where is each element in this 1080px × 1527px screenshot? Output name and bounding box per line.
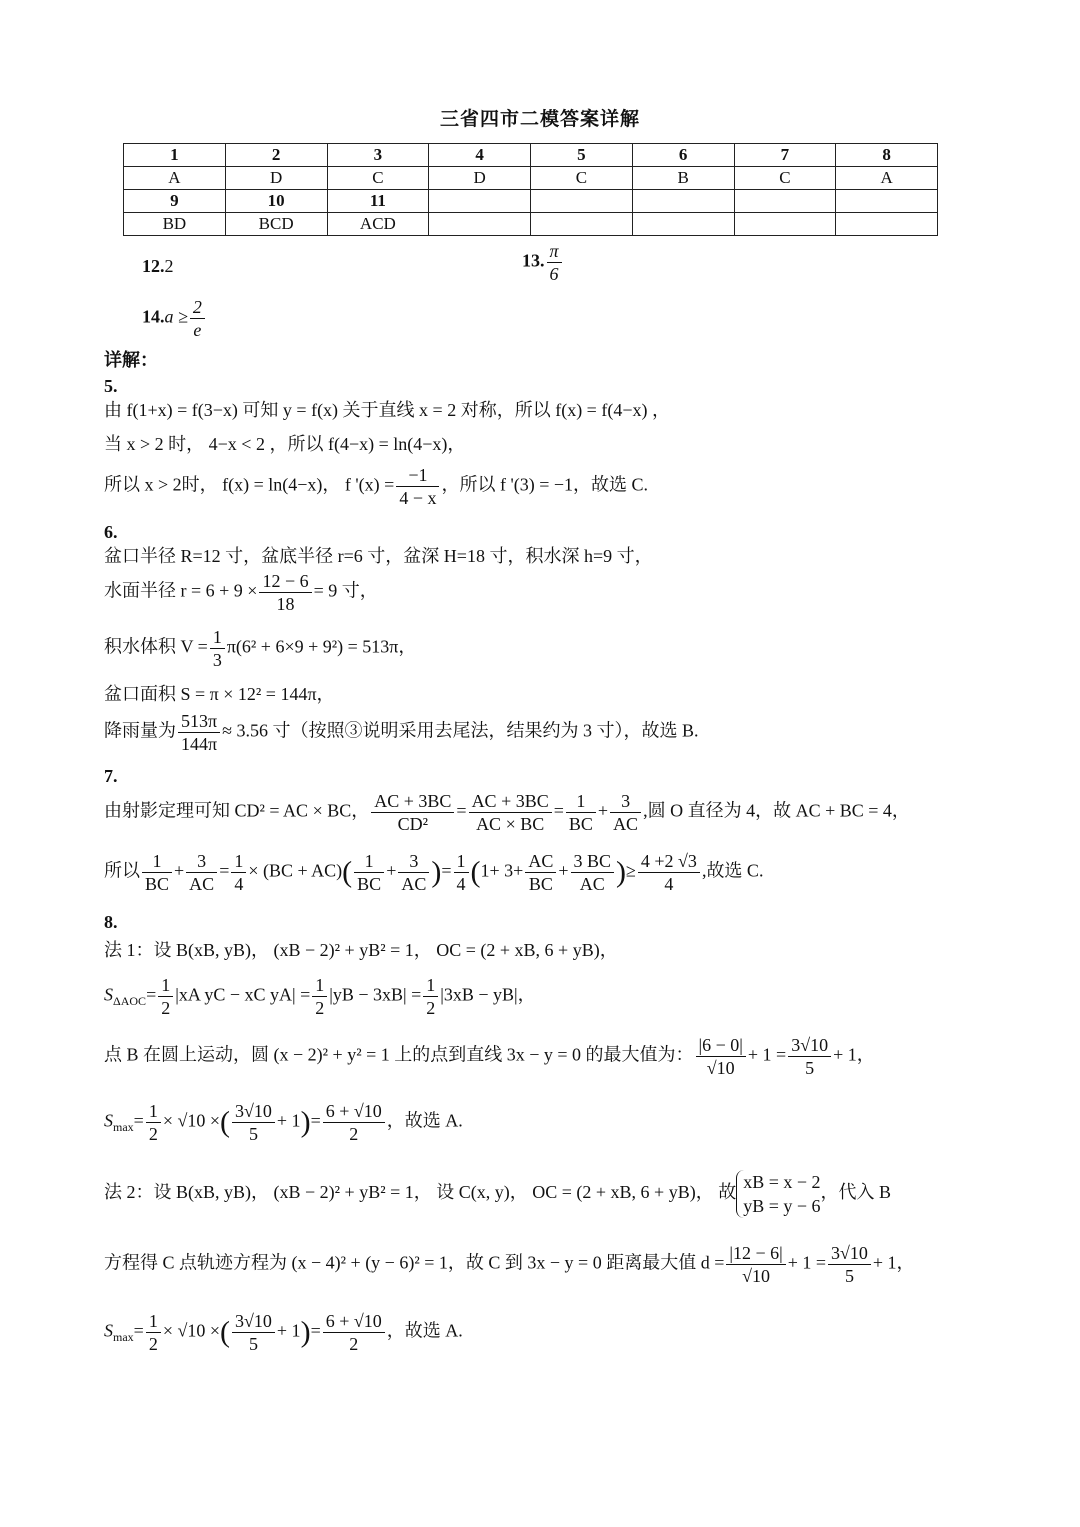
fraction: $\frac{3}{AC}$ [186, 850, 217, 895]
question-number: 6. [104, 522, 118, 542]
solution-line: 由 f(1+x) = f(3−x) 可知 y = f(x) 关于直线 x = 2 对称，所以 f(x) = f(4−x) ， [104, 400, 670, 420]
table-cell: D [225, 167, 327, 190]
fraction: $\frac{\pi}{6}$ [547, 240, 562, 285]
table-cell: 8 [836, 144, 938, 167]
table-cell [429, 213, 531, 236]
fraction: $\frac{6 + √10}{2}$ [323, 1310, 385, 1355]
solution-line: 积水体积 V = $\frac{1}{3}$ π(6² + 6×9 + 9²) = 513π， [104, 627, 417, 670]
fraction: $\frac{4 +2 √3}{4}$ [638, 850, 700, 895]
table-cell: 1 [124, 144, 226, 167]
fraction: $\frac{3√10}{5}$ [232, 1310, 275, 1355]
answer-value: 2 [164, 256, 174, 276]
fraction: $\frac{3}{AC}$ [610, 790, 641, 835]
table-cell: C [327, 167, 429, 190]
solution-line: 方程得 C 点轨迹方程为 (x − 4)² + (y − 6)² = 1，故 C 到 3x − y = 0 距离最大值 d = $\frac{|12 - 6|}{√10}$ + 1 = $\frac{3√10}{5}$ + 1， [104, 1243, 915, 1286]
table-cell [836, 213, 938, 236]
answer-14 [142, 296, 207, 341]
fraction: $\frac{1}{4}$ [231, 850, 246, 895]
table-cell: BD [124, 213, 226, 236]
table-cell: D [429, 167, 531, 190]
answer-13 [522, 240, 564, 285]
solution-line: 降雨量为 $\frac{513\pi}{144\pi}$ ≈ 3.56 寸（按照③说明采用去尾法，结果约为 3 寸），故选 B. [104, 711, 699, 754]
table-cell: C [734, 167, 836, 190]
answer-label: 13. [522, 250, 545, 271]
question-number: 8. [104, 912, 118, 932]
solution-line: $S_{max}=$ $\frac{1}{2}$ × √10 ×( $\frac{3√10}{5}$ + 1)= $\frac{6 + √10}{2}$ ，故选 A. [104, 1311, 463, 1354]
fraction: $\frac{1}{3}$ [210, 626, 225, 671]
fraction: $\frac{1}{2}$ [146, 1100, 161, 1145]
answer-label: 14. [142, 306, 165, 327]
table-cell: 4 [429, 144, 531, 167]
solution-line: 当 x > 2 时， 4−x < 2 ，所以 f(4−x) = ln(4−x)， [104, 434, 466, 454]
page-title: 三省四市二模答案详解 [439, 109, 640, 130]
fraction: $\frac{3√10}{5}$ [828, 1242, 871, 1287]
fraction: $\frac{3√10}{5}$ [232, 1100, 275, 1145]
fraction: $\frac{|12 - 6|}{√10}$ [726, 1242, 785, 1287]
table-cell: 11 [327, 190, 429, 213]
fraction: $\frac{6 + √10}{2}$ [323, 1100, 385, 1145]
solution-line: 点 B 在圆上运动，圆 (x − 2)² + y² = 1 上的点到直线 3x − y = 0 的最大值为： $\frac{|6 - 0|}{√10}$ + 1 = $\frac{3√10}{5}$ + 1， [104, 1035, 875, 1078]
fraction: $\frac{513\pi}{144\pi}$ [178, 710, 220, 755]
table-cell: A [124, 167, 226, 190]
table-cell [734, 190, 836, 213]
table-cell: A [836, 167, 938, 190]
fraction: $\frac{1}{2}$ [423, 974, 438, 1019]
table-cell: 10 [225, 190, 327, 213]
solution-line: 所以 $\frac{1}{BC}$ + $\frac{3}{AC}$ = $\frac{1}{4}$ × (BC + AC)( $\frac{1}{BC}$ + $\frac{3}{AC}$ )= $\frac{1}{4}$ (1+ 3+ $\frac{AC}{BC}$ + $\frac{3 BC}{AC}$ )≥ $\frac{4 +2 √3}{4}$ ,故选 C. [104, 851, 764, 894]
table-row [124, 213, 938, 236]
table-row [124, 167, 938, 190]
fraction: $\frac{3 BC}{AC}$ [571, 850, 615, 895]
fraction: $\frac{1}{4}$ [454, 850, 469, 895]
equation-system: xB = x − 2 yB = y − 6 [736, 1170, 820, 1218]
fraction: $\frac{1}{BC}$ [142, 850, 172, 895]
table-cell [734, 213, 836, 236]
table-cell: 3 [327, 144, 429, 167]
solution-line: 法 2：设 B(xB, yB)， (xB − 2)² + yB² = 1， 设 C(x, y)， OC = (2 + xB, 6 + yB)， 故 xB = x − 2 yB = y − 6 ，代入 B [104, 1172, 892, 1216]
table-cell: B [632, 167, 734, 190]
solution-line: 法 1：设 B(xB, yB)， (xB − 2)² + yB² = 1， OC = (2 + xB, 6 + yB)， [104, 940, 618, 960]
table-cell [632, 190, 734, 213]
answer-value: a ≥ [164, 306, 188, 327]
fraction: $\frac{1}{BC}$ [566, 790, 596, 835]
table-cell: 9 [124, 190, 226, 213]
fraction: $\frac{1}{2}$ [146, 1310, 161, 1355]
fraction: $\frac{|6 - 0|}{√10}$ [696, 1034, 746, 1079]
table-cell [836, 190, 938, 213]
solution-line: 盆口面积 S = π × 12² = 144π， [104, 684, 335, 704]
solution-line: 盆口半径 R=12 寸，盆底半径 r=6 寸，盆深 H=18 寸，积水深 h=9 寸， [104, 546, 653, 566]
fraction: $\frac{AC + 3BC}{AC \times BC}$ [469, 790, 552, 835]
table-row [124, 144, 938, 167]
solution-line: $S_{max}=$ $\frac{1}{2}$ × √10 ×( $\frac{3√10}{5}$ + 1)= $\frac{6 + √10}{2}$ ，故选 A. [104, 1101, 463, 1144]
table-cell [632, 213, 734, 236]
fraction: $\frac{AC + 3BC}{\text{CD²}}$ [371, 790, 454, 835]
fraction: $\frac{2}{e}$ [190, 296, 205, 341]
solution-line: 由射影定理可知 CD² = AC × BC， $\frac{AC + 3BC}{\text{CD²}}$ = $\frac{AC + 3BC}{AC \times BC}$ = $\frac{1}{BC}$ + $\frac{3}{AC}$ ,圆 O 直径为 4，故 AC + BC = 4， [104, 791, 910, 834]
table-row [124, 190, 938, 213]
table-cell: 6 [632, 144, 734, 167]
fraction: $\frac{3√10}{5}$ [788, 1034, 831, 1079]
table-cell [531, 190, 633, 213]
solution-line: 所以 x > 2时， f(x) = ln(4−x)， f '(x) = $\frac{-1}{4 - x}$ ，所以 f '(3) = −1，故选 C. [104, 465, 649, 508]
table-cell [429, 190, 531, 213]
fraction: $\frac{1}{2}$ [312, 974, 327, 1019]
answer-12 [142, 254, 174, 278]
table-cell: 5 [531, 144, 633, 167]
fraction: $\frac{3}{AC}$ [398, 850, 429, 895]
fraction: $\frac{AC}{BC}$ [525, 850, 556, 895]
solution-line: $S_{\Delta AOC}=$ $\frac{1}{2}$ |xA yC − xC yA| = $\frac{1}{2}$ |yB − 3xB| = $\frac{1}{2}$ |3xB − yB|， [104, 975, 536, 1018]
solution-line: 水面半径 r = 6 + 9 × $\frac{12 - 6}{18}$ = 9 寸， [104, 571, 378, 614]
table-cell: C [531, 167, 633, 190]
table-cell [531, 213, 633, 236]
answer-label: 12. [142, 256, 165, 276]
table-cell: 2 [225, 144, 327, 167]
table-cell: ACD [327, 213, 429, 236]
question-number: 5. [104, 376, 118, 396]
section-heading: 详解： [104, 350, 158, 370]
fraction: $\frac{-1}{4 - x}$ [396, 464, 439, 509]
fraction: $\frac{12 - 6}{18}$ [259, 570, 311, 615]
fraction: $\frac{1}{BC}$ [354, 850, 384, 895]
answer-table [123, 143, 938, 236]
table-cell: 7 [734, 144, 836, 167]
fraction: $\frac{1}{2}$ [158, 974, 173, 1019]
question-number: 7. [104, 766, 118, 786]
table-cell: BCD [225, 213, 327, 236]
